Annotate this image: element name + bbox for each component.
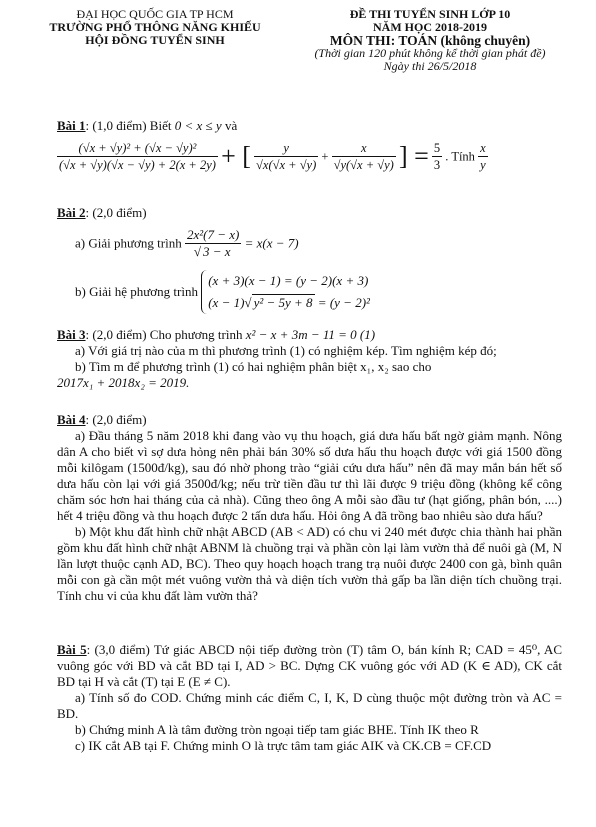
school-name: TRƯỜNG PHỔ THÔNG NĂNG KHIẾU	[49, 20, 261, 34]
problem-5c: c) IK cắt AB tại F. Chứng minh O là trực tâm tam giác AIK và CK.CB = CF.CD	[75, 738, 492, 753]
header-left	[40, 8, 270, 47]
school-year: NĂM HỌC 2018-2019	[373, 20, 487, 34]
subject: MÔN THI: TOÁN (không chuyên)	[329, 33, 531, 48]
equation-system: (x + 3)(x − 1) = (y − 2)(x + 3) (x − 1)√ y² − 5y + 8 = (y − 2)²	[201, 270, 370, 314]
problem-3a: a) Với giá trị nào của m thì phương trình (1) có nghiệm kép. Tìm nghiệm kép đó;	[75, 343, 497, 358]
problem-3b: b) Tìm m để phương trình (1) có hai nghiệm phân biệt x₁, x₂ sao cho	[75, 359, 432, 374]
council-name: HỘI ĐỒNG TUYỂN SINH	[85, 33, 225, 47]
header-right	[285, 8, 575, 73]
problem-4a: a) Đầu tháng 5 năm 2018 khi đang vào vụ thu hoạch, giá dưa hấu bất ngờ giảm mạnh. Nông dân A cho biết vì sợ dưa hỏng nên phải bán 30% số dưa hấu thu hoạch được với giá 1500 đồng mỗi kilôgam (1500đ/kg), sau đó nhờ phong trào “giải cứu dưa hấu” nên đã may mắn bán hết số dưa hấu còn lại với giá 3500đ/kg; nếu trừ tiền đầu tư thì lãi được 9 triệu đồng (không kể công chăm sóc hơn hai tháng của cả nhà). Cũng theo ông A mỗi sào đầu tư (hạt giống, phân bón, ....) hết 4 triệu đồng và thu hoạch được 2 tấn dưa hấu. Hỏi ông A đã trồng bao nhiêu sào dưa hấu?	[57, 428, 562, 523]
problem-2b: b) Giải hệ phương trình (x + 3)(x − 1) = (y − 2)(x + 3) (x − 1)√ y² − 5y + 8 = (y − 2)²	[75, 270, 562, 314]
problem-5a: a) Tính số đo COD. Chứng minh các điểm C, I, K, D cùng thuộc một đường tròn và AC = BD.	[57, 690, 562, 721]
problem-4b: b) Một khu đất hình chữ nhật ABCD (AB < AD) có chu vi 240 mét được chia thành hai phần gồm khu đất hình chữ nhật ABNM là chuồng trại và phần còn lại làm vườn thả để nuôi gà (M, N lần lượt thuộc cạnh AD, BC). Theo quy hoạch hoạch trang trạ nuôi được 2400 con gà, bình quân mỗi con gà cần một mét vuông vườn thả và diện tích vườn thả gấp ba lần diện tích chuồng trại. Tính chu vi của khu đất làm vườn thả?	[57, 524, 562, 603]
problem-1	[57, 118, 562, 173]
problem-1-equation: $\frac{\text{(√x + √y)² + (√x − √y)²}}{(√x + √y)(√x - √y) + 2(x + 2y)}$ + [ $\frac{y}{√x(√x + √y)}$ + $\frac{x}{√y(√x + √y)}$ ] = $\frac{5}{3}$ . Tính $\frac{x}{y}$	[59, 141, 486, 172]
problem-1-intro: Bài 1: (1,0 điểm) Biết 0 < x ≤ y và	[57, 118, 238, 133]
problem-3b-condition: 2017x₁ + 2018x₂ = 2019.	[57, 375, 190, 390]
exam-title: ĐỀ THI TUYỂN SINH LỚP 10	[349, 7, 511, 21]
problem-2a: a) Giải phương trình $\frac{\text{2x²(7 − x)}}{√ 3 - x}$ = x(x − 7)	[75, 227, 299, 259]
time-note: (Thời gian 120 phút không kể thời gian phát đề)	[314, 46, 546, 60]
problem-2: Bài 2: (2,0 điểm) a) Giải phương trình $\frac{\text{2x²(7 − x)}}{√ 3 - x}$ = x(x − 7) b) Giải hệ phương trình (x + 3)(x − 1) = (y − 2)(x + 3) (x − 1)√ y² − 5y + 8 = (y − 2)²	[57, 205, 562, 314]
problem-5b: b) Chứng minh A là tâm đường tròn ngoại tiếp tam giác BHE. Tính IK theo R	[75, 722, 479, 737]
university-name: ĐẠI HỌC QUỐC GIA TP HCM	[76, 7, 234, 21]
exam-date: Ngày thi 26/5/2018	[383, 59, 477, 73]
problem-5: Bài 5: (3,0 điểm) Tứ giác ABCD nội tiếp đường tròn (T) tâm O, bán kính R; CAD = 45⁰, AC vuông góc với BD và cắt BD tại I, AD > BC. Dựng CK vuông góc với AD (K ∈ AD), CK cắt BD tại H và cắt (T) tại E (E ≠ C). a) Tính số đo COD. Chứng minh các điểm C, I, K, D cùng thuộc một đường tròn và AC = BD. b) Chứng minh A là tâm đường tròn ngoại tiếp tam giác BHE. Tính IK theo R c) IK cắt AB tại F. Chứng minh O là trực tâm tam giác AIK và CK.CB = CF.CD	[57, 642, 562, 753]
problem-4: Bài 4: (2,0 điểm) a) Đầu tháng 5 năm 2018 khi đang vào vụ thu hoạch, giá dưa hấu bất ngờ giảm mạnh. Nông dân A cho biết vì sợ dưa hỏng nên phải bán 30% số dưa hấu thu hoạch được với giá 1500 đồng mỗi kilôgam (1500đ/kg), sau đó nhờ phong trào “giải cứu dưa hấu” nên đã may mắn bán hết số dưa hấu còn lại với giá 3500đ/kg; nếu trừ tiền đầu tư thì lãi được 9 triệu đồng (không kể công chăm sóc hơn hai tháng của cả nhà). Cũng theo ông A mỗi sào đầu tư (hạt giống, phân bón, ....) hết 4 triệu đồng và thu hoạch được 2 tấn dưa hấu. Hỏi ông A đã trồng bao nhiêu sào dưa hấu? b) Một khu đất hình chữ nhật ABCD (AB < AD) có chu vi 240 mét được chia thành hai phần gồm khu đất hình chữ nhật ABNM là chuồng trại và phần còn lại làm vườn thả để nuôi gà (M, N lần lượt thuộc cạnh AD, BC). Theo quy hoạch hoạch trang trạ nuôi được 2400 con gà, bình quân mỗi con gà cần một mét vuông vườn thả và diện tích vườn thả gấp ba lần diện tích chuồng trại. Tính chu vi của khu đất làm vườn thả?	[57, 412, 562, 603]
fraction-main: $\frac{\text{(√x + √y)² + (√x − √y)²}}{(√x + √y)(√x - √y) + 2(x + 2y)}$	[59, 141, 216, 172]
problem-3: Bài 3: (2,0 điểm) Cho phương trình x² − x + 3m − 11 = 0 (1) a) Với giá trị nào của m thì phương trình (1) có nghiệm kép. Tìm nghiệm kép đó; b) Tìm m để phương trình (1) có hai nghiệm phân biệt x₁, x₂ sao cho 2017x₁ + 2018x₂ = 2019.	[57, 327, 562, 391]
